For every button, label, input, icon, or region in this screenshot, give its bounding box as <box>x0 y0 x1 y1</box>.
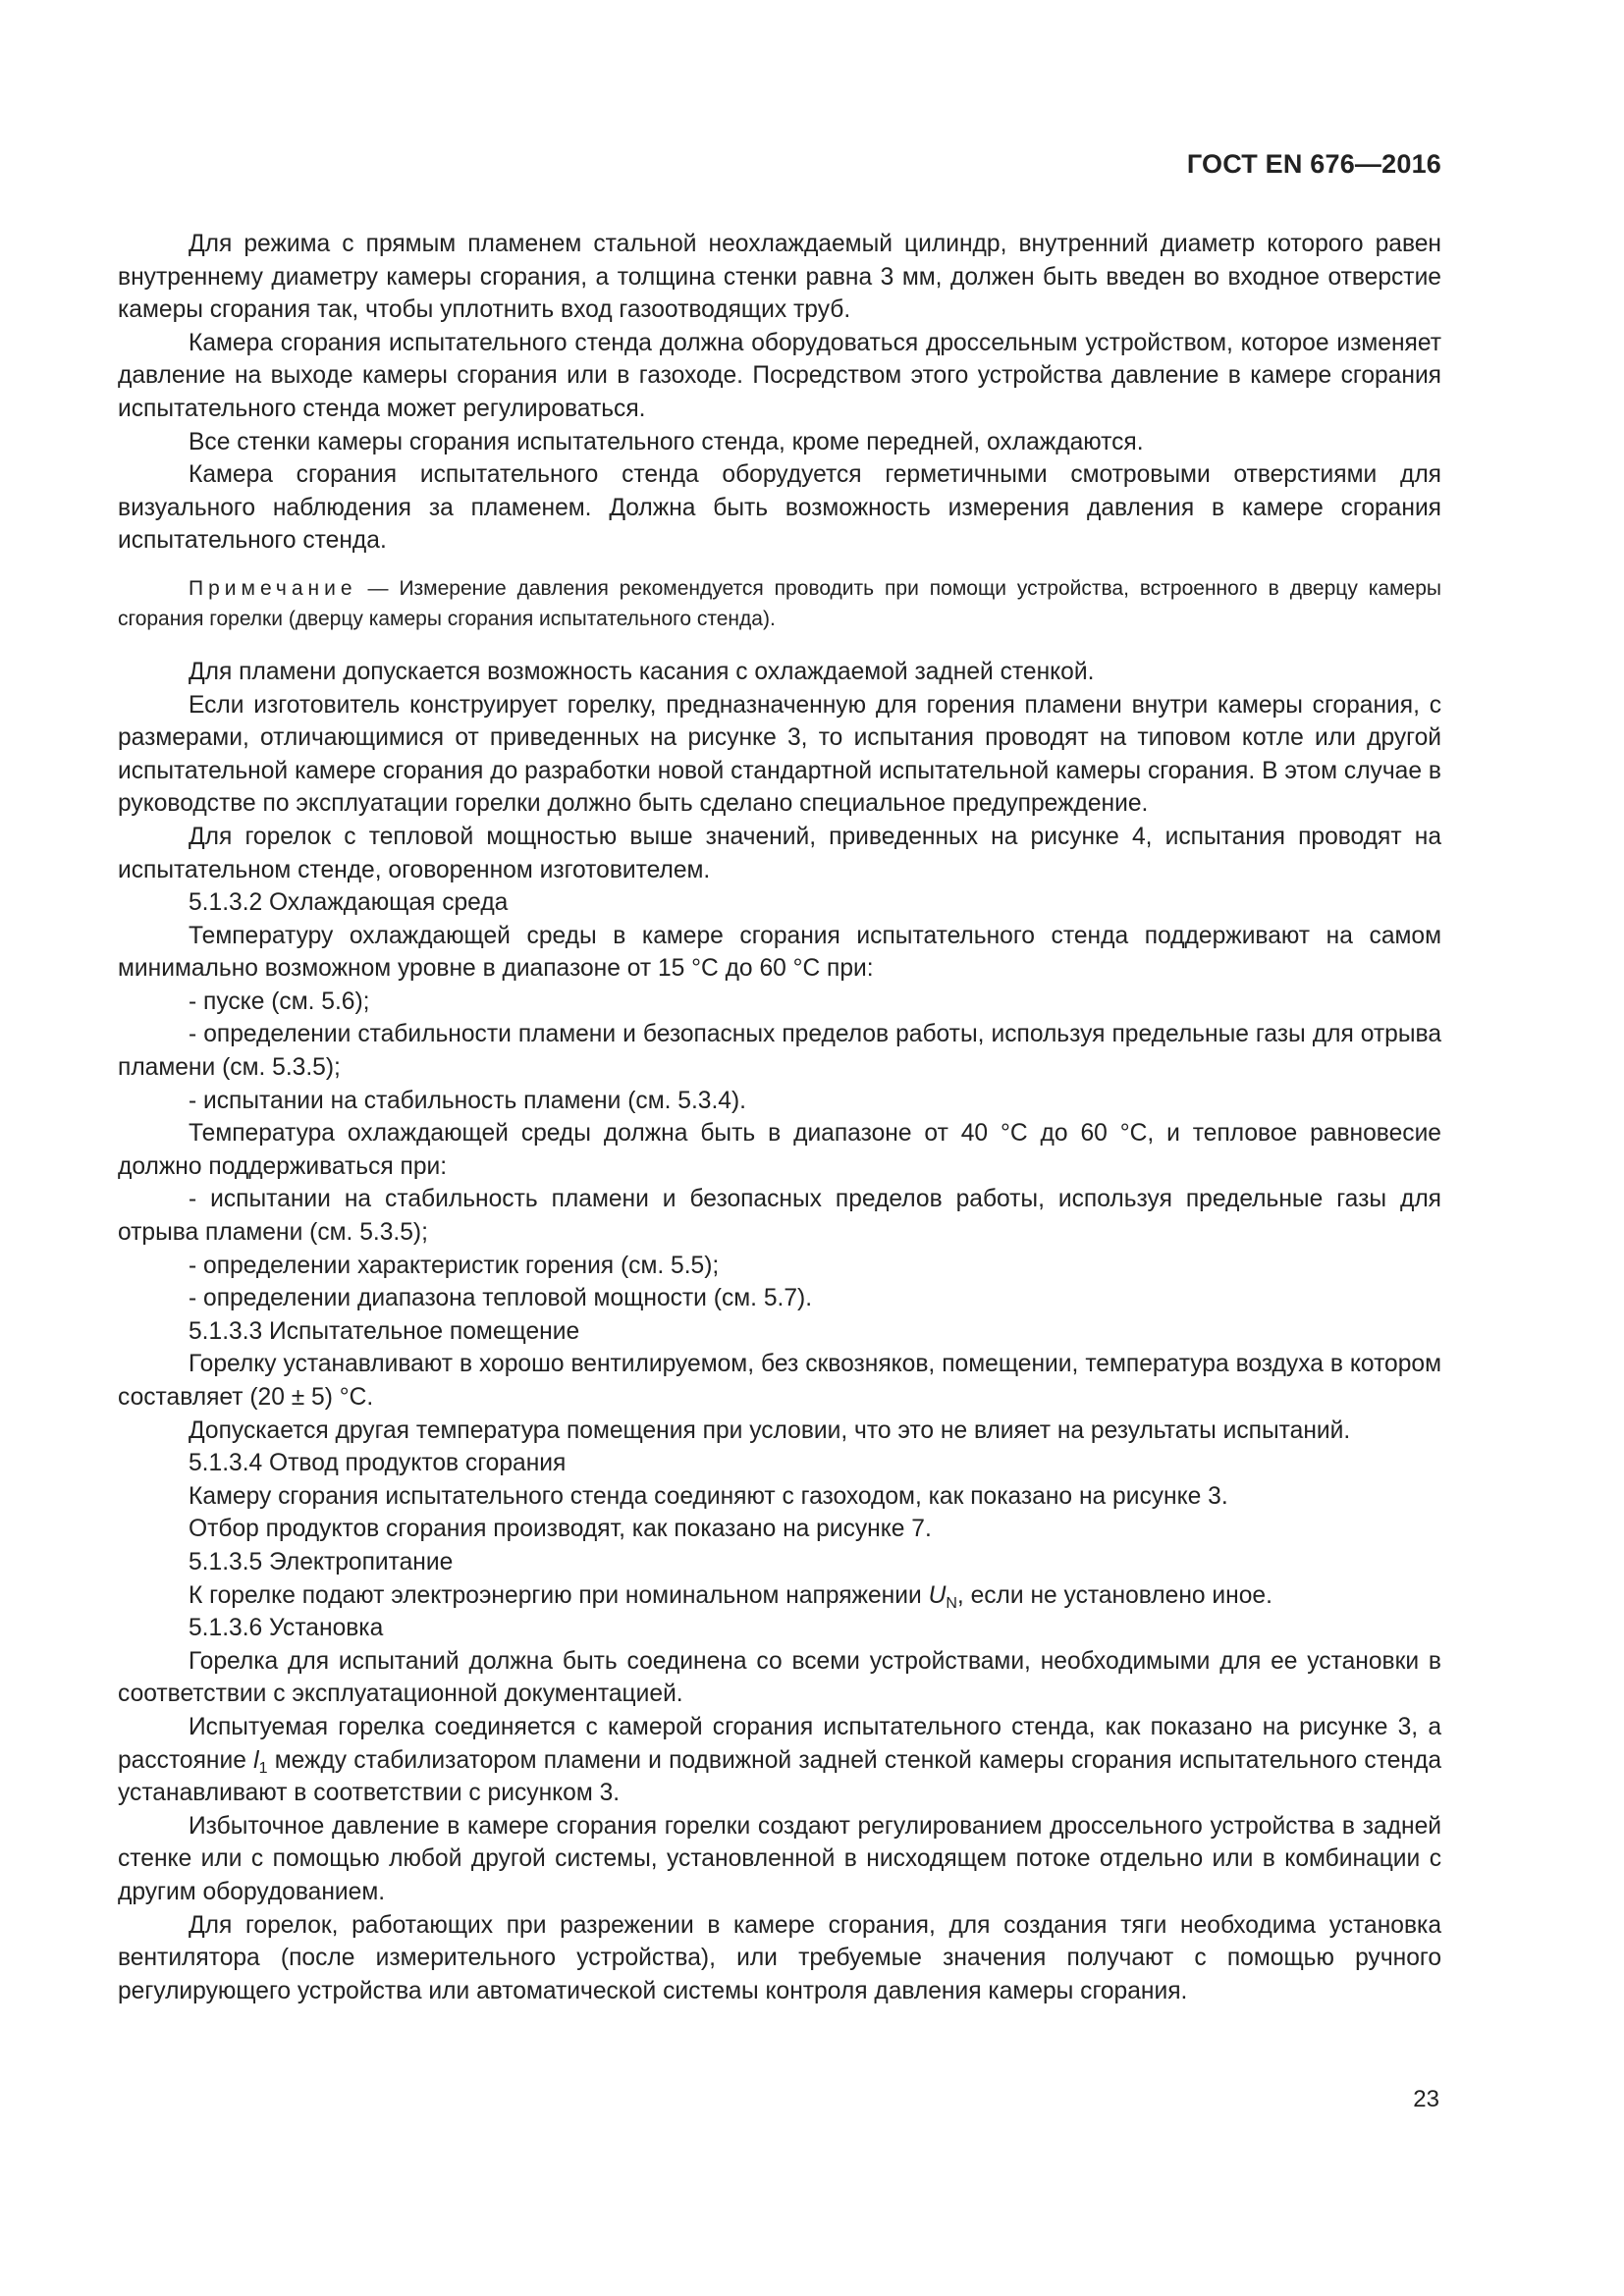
paragraph: Горелка для испытаний должна быть соединена со всеми устройствами, необходимыми для ее установки в соответствии с эксплуатационной документацией. <box>118 1647 1441 1708</box>
list-item: - определении диапазона тепловой мощности (см. 5.7). <box>189 1285 813 1312</box>
paragraph: Для режима с прямым пламенем стальной неохлаждаемый цилиндр, внутренний диаметр которого равен внутреннему диаметру камеры сгорания, а толщина стенки равна 3 мм, должен быть введен во входное отверстие камеры сгорания так, чтобы уплотнить вход газоотводящих труб. <box>118 231 1441 324</box>
section-heading: 5.1.3.6 Установка <box>189 1615 384 1642</box>
paragraph: Избыточное давление в камере сгорания горелки создают регулированием дроссельного устройства в задней стенке или с помощью любой другой системы, установленной в нисходящем потоке отдельно или в комбинации с другим оборудованием. <box>118 1812 1441 1905</box>
document-body <box>118 228 1441 2007</box>
list-item: - испытании на стабильность пламени и безопасных пределов работы, используя предельные газы для отрыва пламени (см. 5.3.5); <box>118 1186 1441 1247</box>
paragraph: Отбор продуктов сгорания производят, как показано на рисунке 7. <box>189 1516 932 1543</box>
note <box>118 573 1441 634</box>
list-item: - определении характеристик горения (см. 5.5); <box>189 1252 720 1279</box>
paragraph: Температура охлаждающей среды должна быть в диапазоне от 40 °С до 60 °С, и тепловое равновесие должно поддерживаться при: <box>118 1120 1441 1180</box>
note-text: — Измерение давления рекомендуется проводить при помощи устройства, встроенного в дверцу камеры сгорания горелки (дверцу камеры сгорания испытательного стенда). <box>118 576 1441 630</box>
paragraph: Для пламени допускается возможность касания с охлаждаемой задней стенкой. <box>189 658 1095 685</box>
paragraph: К горелке подают электроэнергию при номинальном напряжении $U_N$, если не установлено иное. <box>189 1581 1272 1612</box>
distance-symbol: l <box>253 1746 259 1774</box>
section-heading: 5.1.3.2 Охлаждающая среда <box>189 889 509 917</box>
paragraph: Для горелок, работающих при разрежении в камере сгорания, для создания тяги необходима установка вентилятора (после измерительного устройства), или требуемые значения получают с помощью ручного регулирующего устройства или автоматической системы контроля давления камеры сгорания. <box>118 1911 1441 2004</box>
document-header: ГОСТ EN 676—2016 <box>1186 149 1441 179</box>
section-heading: 5.1.3.3 Испытательное помещение <box>189 1317 580 1345</box>
paragraph: Температуру охлаждающей среды в камере сгорания испытательного стенда поддерживают на самом минимально возможном уровне в диапазоне от 15 °С до 60 °С при: <box>118 922 1441 983</box>
paragraph: Камеру сгорания испытательного стенда соединяют с газоходом, как показано на рисунке 3. <box>189 1482 1228 1510</box>
list-item: - испытании на стабильность пламени (см. 5.3.4). <box>189 1087 746 1114</box>
paragraph: Горелку устанавливают в хорошо вентилируемом, без сквозняков, помещении, температура воздуха в котором составляет (20 ± 5) °С. <box>118 1351 1441 1411</box>
paragraph: Допускается другая температура помещения при условии, что это не влияет на результаты испытаний. <box>189 1416 1351 1444</box>
section-heading: 5.1.3.4 Отвод продуктов сгорания <box>189 1450 567 1477</box>
paragraph: Испытуемая горелка соединяется с камерой сгорания испытательного стенда, как показано на рисунке 3, а расстояние $l_1$ между стабилизатором пламени и подвижной задней стенкой камеры сгорания испытательного стенда устанавливают в соответствии с рисунком 3. <box>118 1713 1441 1807</box>
page-number: 23 <box>1413 2086 1439 2112</box>
paragraph: Камера сгорания испытательного стенда оборудуется герметичными смотровыми отверстиями для визуального наблюдения за пламенем. Должна быть возможность измерения давления в камере сгорания испытательного стенда. <box>118 461 1441 555</box>
list-item: - пуске (см. 5.6); <box>189 988 370 1015</box>
paragraph: Камера сгорания испытательного стенда должна оборудоваться дроссельным устройством, которое изменяет давление на выходе камеры сгорания или в газоходе. Посредством этого устройства давление в камере сгорания испытательного стенда может регулироваться. <box>118 329 1441 422</box>
paragraph: Если изготовитель конструирует горелку, предназначенную для горения пламени внутри камеры сгорания, с размерами, отличающимися от приведенных на рисунке 3, то испытания проводят на типовом котле или другой испытательной камере сгорания до разработки новой стандартной испытательной камеры сгорания. В этом случае в руководстве по эксплуатации горелки должно быть сделано специальное предупреждение. <box>118 691 1441 818</box>
section-heading: 5.1.3.5 Электропитание <box>189 1548 454 1575</box>
paragraph: Для горелок с тепловой мощностью выше значений, приведенных на рисунке 4, испытания проводят на испытательном стенде, оговоренном изготовителем. <box>118 823 1441 883</box>
voltage-subscript: N <box>946 1594 957 1612</box>
note-label: Примечание <box>189 576 357 600</box>
voltage-symbol: U <box>928 1581 947 1609</box>
distance-subscript: 1 <box>258 1759 268 1777</box>
paragraph: Все стенки камеры сгорания испытательного стенда, кроме передней, охлаждаются. <box>189 428 1144 455</box>
list-item: - определении стабильности пламени и безопасных пределов работы, используя предельные газы для отрыва пламени (см. 5.3.5); <box>118 1021 1441 1082</box>
